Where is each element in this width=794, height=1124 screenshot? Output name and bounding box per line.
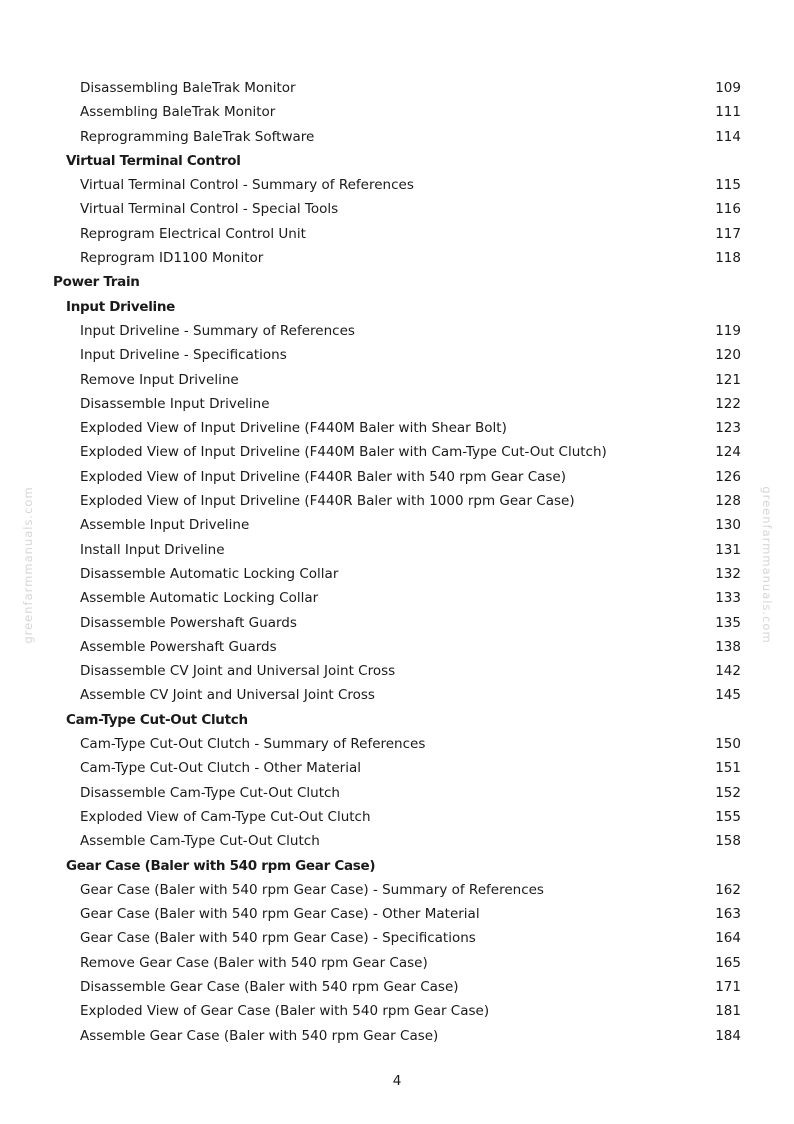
toc-entry-page-number: 128	[715, 493, 741, 510]
toc-entry-title: Exploded View of Input Driveline (F440R Baler with 1000 rpm Gear Case)	[80, 493, 575, 510]
toc-section-heading	[0, 708, 794, 732]
toc-entry-title: Gear Case (Baler with 540 rpm Gear Case)	[66, 857, 376, 874]
toc-entry-page-number: 119	[715, 322, 741, 339]
toc-entry-title: Disassemble Gear Case (Baler with 540 rpm Gear Case)	[80, 978, 459, 995]
toc-entry[interactable]	[0, 611, 794, 635]
toc-entry-title: Disassemble Powershaft Guards	[80, 614, 297, 631]
toc-entry-page-number: 120	[715, 347, 741, 364]
toc-entry[interactable]	[0, 100, 794, 124]
toc-entry[interactable]	[0, 173, 794, 197]
toc-entry-title: Disassemble Automatic Locking Collar	[80, 565, 339, 582]
toc-entry-page-number: 151	[715, 760, 741, 777]
toc-entry-page-number: 181	[715, 1003, 741, 1020]
toc-entry-title: Virtual Terminal Control - Summary of References	[80, 177, 414, 194]
toc-entry-title: Disassemble Input Driveline	[80, 395, 270, 412]
toc-entry-title: Assemble CV Joint and Universal Joint Cross	[80, 687, 375, 704]
toc-entry-title: Install Input Driveline	[80, 541, 225, 558]
toc-entry-page-number: 155	[715, 808, 741, 825]
toc-entry-page-number: 114	[715, 128, 741, 145]
toc-entry-page-number: 133	[715, 590, 741, 607]
toc-entry-page-number: 126	[715, 468, 741, 485]
toc-entry-page-number: 117	[715, 225, 741, 242]
toc-entry-page-number: 171	[715, 978, 741, 995]
toc-section-heading	[0, 149, 794, 173]
toc-entry-page-number: 165	[715, 954, 741, 971]
toc-entry-page-number: 118	[715, 250, 741, 267]
toc-entry-title: Reprogram ID1100 Monitor	[80, 250, 264, 267]
toc-entry[interactable]	[0, 659, 794, 683]
toc-entry-title: Assemble Cam-Type Cut-Out Clutch	[80, 833, 320, 850]
toc-entry-page-number: 121	[715, 371, 741, 388]
toc-entry-title: Remove Input Driveline	[80, 371, 239, 388]
toc-entry-page-number: 122	[715, 395, 741, 412]
toc-entry[interactable]	[0, 586, 794, 610]
toc-entry-title: Power Train	[53, 274, 140, 291]
toc-entry-page-number: 116	[715, 201, 741, 218]
page-number: 4	[392, 1073, 402, 1089]
toc-entry[interactable]	[0, 951, 794, 975]
toc-section-heading	[0, 295, 794, 319]
toc-entry-page-number: 162	[715, 881, 741, 898]
toc-entry[interactable]	[0, 902, 794, 926]
toc-entry[interactable]	[0, 368, 794, 392]
toc-entry[interactable]	[0, 1024, 794, 1048]
toc-entry-page-number: 109	[715, 80, 741, 96]
toc-entry[interactable]	[0, 781, 794, 805]
table-of-contents	[0, 76, 794, 1048]
watermark-left: greenfarmmanuals.com	[21, 486, 35, 644]
toc-entry-title: Gear Case (Baler with 540 rpm Gear Case) - Other Material	[80, 906, 480, 923]
toc-entry[interactable]	[0, 538, 794, 562]
toc-entry[interactable]	[0, 513, 794, 537]
toc-entry-page-number: 135	[715, 614, 741, 631]
toc-entry-page-number: 145	[715, 687, 741, 704]
toc-entry-page-number: 142	[715, 663, 741, 680]
toc-entry[interactable]	[0, 465, 794, 489]
toc-entry[interactable]	[0, 756, 794, 780]
toc-entry-title: Exploded View of Input Driveline (F440M Baler with Cam-Type Cut-Out Clutch)	[80, 444, 607, 461]
toc-entry[interactable]	[0, 926, 794, 950]
toc-entry-title: Cam-Type Cut-Out Clutch - Other Material	[80, 760, 361, 777]
toc-chapter-heading	[0, 270, 794, 294]
toc-entry[interactable]	[0, 246, 794, 270]
toc-entry-page-number: 150	[715, 736, 741, 753]
toc-entry-page-number: 124	[715, 444, 741, 461]
toc-entry-title: Exploded View of Input Driveline (F440M Baler with Shear Bolt)	[80, 420, 507, 437]
toc-entry[interactable]	[0, 416, 794, 440]
toc-entry-title: Assemble Gear Case (Baler with 540 rpm Gear Case)	[80, 1027, 439, 1044]
toc-entry-title: Assemble Powershaft Guards	[80, 638, 277, 655]
toc-entry-title: Exploded View of Gear Case (Baler with 540 rpm Gear Case)	[80, 1003, 490, 1020]
toc-entry-title: Input Driveline - Specifications	[80, 347, 287, 364]
toc-entry-title: Virtual Terminal Control	[66, 152, 241, 169]
toc-entry-title: Cam-Type Cut-Out Clutch - Summary of References	[80, 736, 426, 753]
toc-entry[interactable]	[0, 125, 794, 149]
toc-section-heading	[0, 854, 794, 878]
toc-entry-page-number: 115	[715, 177, 741, 194]
toc-entry-page-number: 184	[715, 1027, 741, 1044]
toc-entry[interactable]	[0, 343, 794, 367]
toc-entry[interactable]	[0, 319, 794, 343]
toc-entry-page-number: 138	[715, 638, 741, 655]
toc-entry-title: Disassemble Cam-Type Cut-Out Clutch	[80, 784, 340, 801]
toc-entry-page-number: 111	[715, 104, 741, 121]
toc-entry[interactable]	[0, 197, 794, 221]
toc-entry-page-number: 130	[715, 517, 741, 534]
toc-entry[interactable]	[0, 635, 794, 659]
toc-entry-title: Assembling BaleTrak Monitor	[80, 104, 276, 121]
toc-entry[interactable]	[0, 805, 794, 829]
toc-entry-page-number: 132	[715, 565, 741, 582]
toc-entry[interactable]	[0, 222, 794, 246]
toc-entry[interactable]	[0, 999, 794, 1023]
toc-entry[interactable]	[0, 829, 794, 853]
toc-entry-page-number: 152	[715, 784, 741, 801]
toc-entry-page-number: 123	[715, 420, 741, 437]
toc-entry-title: Remove Gear Case (Baler with 540 rpm Gear Case)	[80, 954, 428, 971]
toc-entry-title: Exploded View of Cam-Type Cut-Out Clutch	[80, 808, 371, 825]
toc-entry-title: Assemble Input Driveline	[80, 517, 250, 534]
watermark-right: greenfarmmanuals.com	[760, 486, 774, 644]
toc-entry[interactable]	[0, 562, 794, 586]
toc-entry[interactable]	[0, 489, 794, 513]
toc-entry-page-number: 164	[715, 930, 741, 947]
toc-entry-title: Reprogramming BaleTrak Software	[80, 128, 315, 145]
toc-entry-title: Assemble Automatic Locking Collar	[80, 590, 319, 607]
toc-entry-title: Cam-Type Cut-Out Clutch	[66, 711, 248, 728]
toc-entry-page-number: 131	[715, 541, 741, 558]
toc-entry-page-number: 158	[715, 833, 741, 850]
toc-entry-page-number: 163	[715, 906, 741, 923]
toc-entry[interactable]	[0, 76, 794, 100]
toc-entry[interactable]	[0, 440, 794, 464]
toc-entry-title: Input Driveline - Summary of References	[80, 322, 355, 339]
toc-entry[interactable]	[0, 392, 794, 416]
toc-entry-title: Gear Case (Baler with 540 rpm Gear Case) - Summary of References	[80, 881, 544, 898]
toc-entry-title: Reprogram Electrical Control Unit	[80, 225, 306, 242]
toc-entry-title: Input Driveline	[66, 298, 176, 315]
toc-entry[interactable]	[0, 732, 794, 756]
toc-entry[interactable]	[0, 975, 794, 999]
toc-entry-title: Disassemble CV Joint and Universal Joint Cross	[80, 663, 396, 680]
toc-entry[interactable]	[0, 878, 794, 902]
toc-entry[interactable]	[0, 683, 794, 707]
toc-entry-title: Virtual Terminal Control - Special Tools	[80, 201, 339, 218]
toc-entry-title: Disassembling BaleTrak Monitor	[80, 80, 296, 96]
toc-entry-title: Exploded View of Input Driveline (F440R Baler with 540 rpm Gear Case)	[80, 468, 566, 485]
toc-entry-title: Gear Case (Baler with 540 rpm Gear Case) - Specifications	[80, 930, 476, 947]
